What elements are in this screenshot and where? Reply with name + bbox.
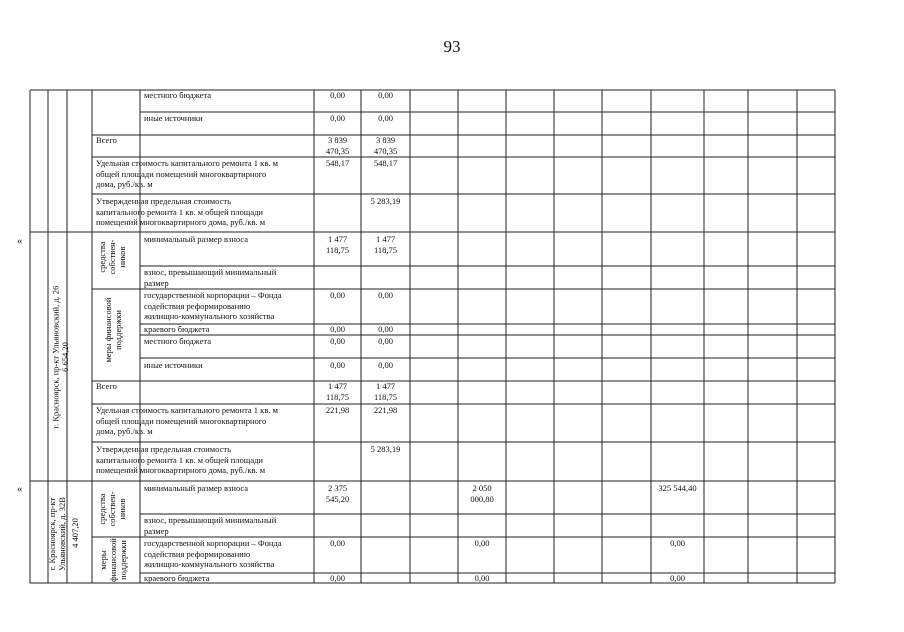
row-label: иные источники [144,113,203,123]
cell-value: 221,98 [325,405,350,415]
cell-value: 1 477 118,75 [325,381,350,402]
cell-value: 0,00 [474,538,490,548]
row-label: Утвержденная предельная стоимость капитального ремонта 1 кв. м общей площади помещений многоквартирного дома, руб./кв. м [96,196,266,227]
area-cell: 6 654,20 [60,342,70,372]
row-label: минимальный размер взноса [144,234,249,244]
page-number: 93 [443,37,461,56]
cell-value: 0,00 [330,290,345,300]
group-support: меры финансовой поддержки [98,538,128,582]
cell-value: 0,00 [378,336,393,346]
cell-value: 0,00 [670,573,685,583]
group-owners: средства собствен- ников [97,491,127,527]
row-label: государственной корпорации – Фонда содействия реформированию жилищно-коммунального хозяйства [144,538,282,569]
row-label: местного бюджета [144,336,211,346]
cell-value: 0,00 [378,113,393,123]
cell-value: 3 839 470,35 [373,135,398,156]
address-cell: г. Красноярск, пр-кт Ульяновский, д. 32В [47,497,67,571]
row-label: взнос, превышающий минимальный размер [144,267,277,288]
address-cell: г. Красноярск, пр-кт Ульяновский, д. 26 [50,285,61,429]
cell-value: 1 477 118,75 [325,234,350,255]
cell-value: 221,98 [373,405,398,415]
row-label: Всего [96,135,117,145]
row-label: иные источники [144,360,203,370]
cell-value: 1 477 118,75 [373,234,398,255]
cell-value: 0,00 [330,324,345,334]
row-bracket-mark: « [17,483,23,495]
cell-value: 0,00 [330,113,345,123]
cell-value: 0,00 [378,90,393,100]
group-owners: средства собствен- ников [97,239,127,275]
row-label: Утвержденная предельная стоимость капитального ремонта 1 кв. м общей площади помещений многоквартирного дома, руб./кв. м [96,444,266,475]
row-bracket-mark: « [17,235,23,247]
cell-value: 3 839 470,35 [325,135,350,156]
row-label: Удельная стоимость капитального ремонта 1 кв. м общей площади помещений многоквартирного дома, руб./кв. м [96,405,278,436]
row-label: Всего [96,381,117,391]
cell-value: 0,00 [378,360,393,370]
cell-value: 2 050 000,80 [470,483,494,504]
row-label: взнос, превышающий минимальный размер [144,515,277,536]
cell-value: 0,00 [330,336,345,346]
cell-value: 1 477 118,75 [373,381,398,402]
row-label: краевого бюджета [144,573,210,583]
cell-value: 548,17 [373,158,398,168]
row-label: минимальный размер взноса [144,483,249,493]
row-label: краевого бюджета [144,324,210,334]
row-label: государственной корпорации – Фонда содействия реформированию жилищно-коммунального хозяйства [144,290,282,321]
cell-value: 0,00 [330,90,345,100]
cell-value: 0,00 [670,538,685,548]
cell-value: 2 375 545,20 [325,483,350,504]
cell-value: 548,17 [325,158,350,168]
cell-value: 0,00 [330,538,345,548]
cell-value: 5 283,19 [370,444,401,454]
cell-value: 0,00 [378,290,393,300]
cell-value: 0,00 [378,324,393,334]
cell-value: 325 544,40 [658,483,697,493]
row-label: местного бюджета [144,90,211,100]
cell-value: 5 283,19 [370,196,401,206]
cell-value: 0,00 [330,360,345,370]
cell-value: 0,00 [474,573,490,583]
row-label: Удельная стоимость капитального ремонта 1 кв. м общей площади помещений многоквартирного дома, руб./кв. м [96,158,278,189]
cell-value: 0,00 [330,573,345,583]
area-cell: 4 407,20 [70,518,80,548]
group-support: меры финансовой поддержки [103,297,123,363]
